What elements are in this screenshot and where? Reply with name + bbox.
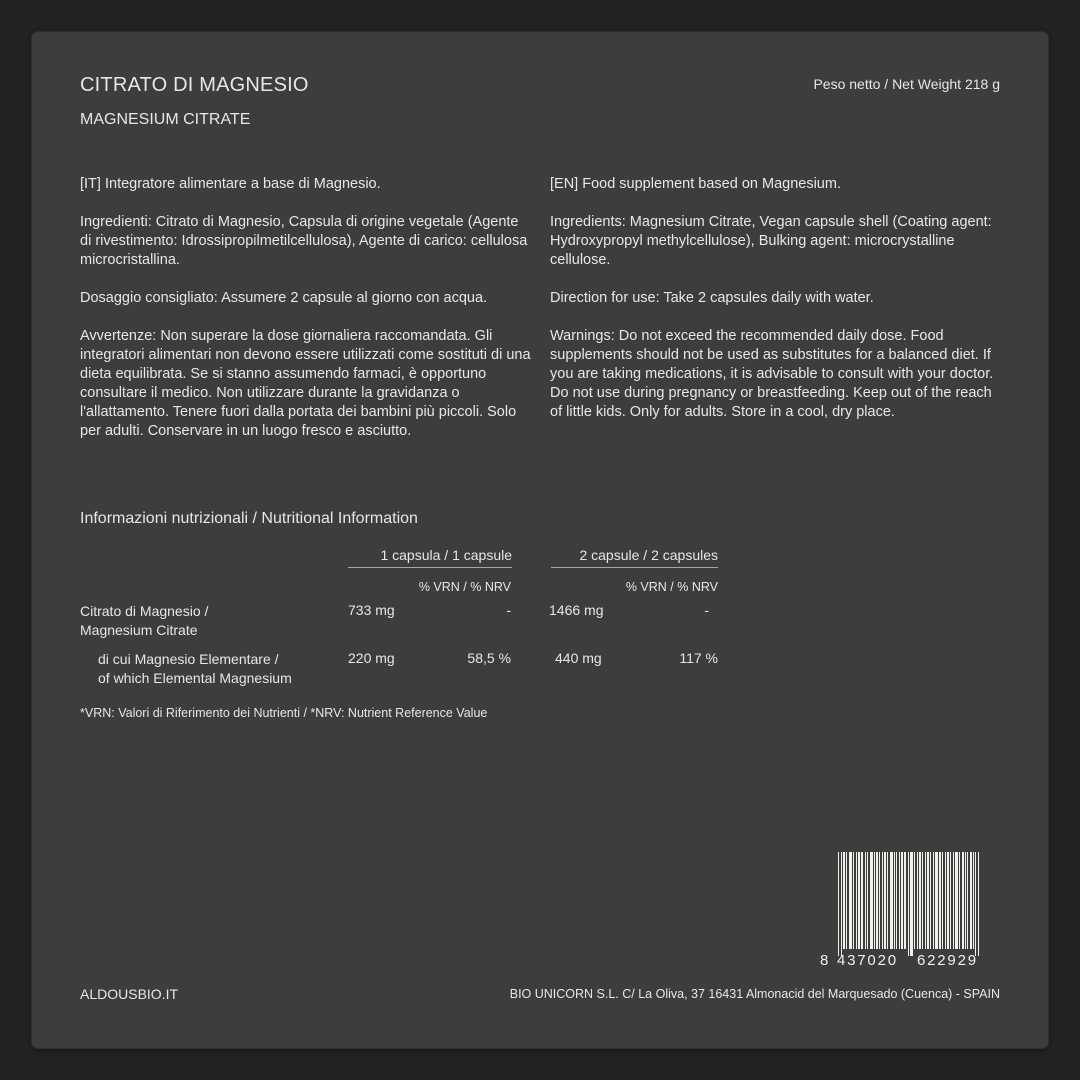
en-ingredients: Ingredients: Magnesium Citrate, Vegan capsule shell (Coating agent: Hydroxypropyl methylcellulose), Bulking agent: microcrystalline cellulose. (550, 214, 992, 268)
barcode-image (820, 852, 1002, 972)
row-label-en: Magnesium Citrate (80, 622, 198, 638)
nrv-footnote: *VRN: Valori di Riferimento dei Nutrienti / *NRV: Nutrient Reference Value (80, 706, 488, 720)
en-dosage: Direction for use: Take 2 capsules daily with water. (550, 290, 874, 306)
row-label-en: of which Elemental Magnesium (98, 670, 292, 686)
nrv-header-2: % VRN / % NRV (625, 580, 718, 594)
company-address: BIO UNICORN S.L. C/ La Oliva, 37 16431 Almonacid del Marquesado (Cuenca) - SPAIN (509, 987, 1000, 1001)
nutrition-row-label (98, 650, 292, 688)
product-subtitle: MAGNESIUM CITRATE (80, 111, 251, 128)
c1-amount: 733 mg (348, 602, 395, 618)
barcode-group-1: 437020 (837, 952, 898, 969)
it-warnings: Avvertenze: Non superare la dose giornaliera raccomandata. Gli integratori alimentari non devono essere utilizzati come sostituti di una dieta equilibrata. Se si stanno assumendo farmaci, è opportuno consultare il medico. Non utilizzare durante la gravidanza o l'allattamento. Tenere fuori dalla portata dei bambini più piccoli. Solo per adulti. Conservare in un luogo fresco e asciutto. (80, 328, 531, 439)
nutrition-row-label (80, 602, 208, 640)
it-ingredients: Ingredienti: Citrato di Magnesio, Capsula di origine vegetale (Agente di rivestimento: Idrossipropilmetilcellulosa), Agente di carico: cellulosa microcristallina. (80, 214, 528, 268)
net-weight: Peso netto / Net Weight 218 g (813, 76, 1000, 92)
c2-amount: 440 mg (555, 650, 602, 666)
c1-amount: 220 mg (348, 650, 395, 666)
nutrition-title: Informazioni nutrizionali / Nutritional Information (80, 510, 418, 527)
row-label-it: di cui Magnesio Elementare / (98, 651, 279, 667)
it-dosage: Dosaggio consigliato: Assumere 2 capsule al giorno con acqua. (80, 290, 488, 306)
en-intro: [EN] Food supplement based on Magnesium. (550, 176, 841, 192)
product-title: CITRATO DI MAGNESIO (80, 74, 309, 96)
c2-nrv: 117 % (679, 650, 718, 666)
c2-nrv: - (704, 602, 709, 618)
en-warnings: Warnings: Do not exceed the recommended daily dose. Food supplements should not be used as substitutes for a balanced diet. If you are taking medications, it is advisable to consult with your doctor. Do not use during pregnancy or breastfeeding. Keep out of the reach of little kids. Only for adults. Store in a cool, dry place. (550, 328, 994, 420)
it-intro: [IT] Integratore alimentare a base di Magnesio. (80, 176, 381, 192)
barcode-first-digit: 8 (820, 952, 829, 969)
row-label-it: Citrato di Magnesio / (80, 603, 209, 619)
c1-nrv: 58,5 % (467, 650, 511, 666)
nutrition-header-1-capsule: 1 capsula / 1 capsule (348, 547, 512, 568)
italian-column (80, 175, 532, 460)
c1-nrv: - (506, 602, 511, 618)
label-panel (32, 32, 1048, 1048)
nutrition-header-2-capsules: 2 capsule / 2 capsules (551, 547, 718, 568)
barcode-group-2: 622929 (917, 952, 978, 969)
nrv-header-1: % VRN / % NRV (418, 580, 511, 594)
website-link[interactable]: ALDOUSBIO.IT (80, 986, 179, 1002)
c2-amount: 1466 mg (549, 602, 604, 618)
english-column (550, 175, 1005, 441)
